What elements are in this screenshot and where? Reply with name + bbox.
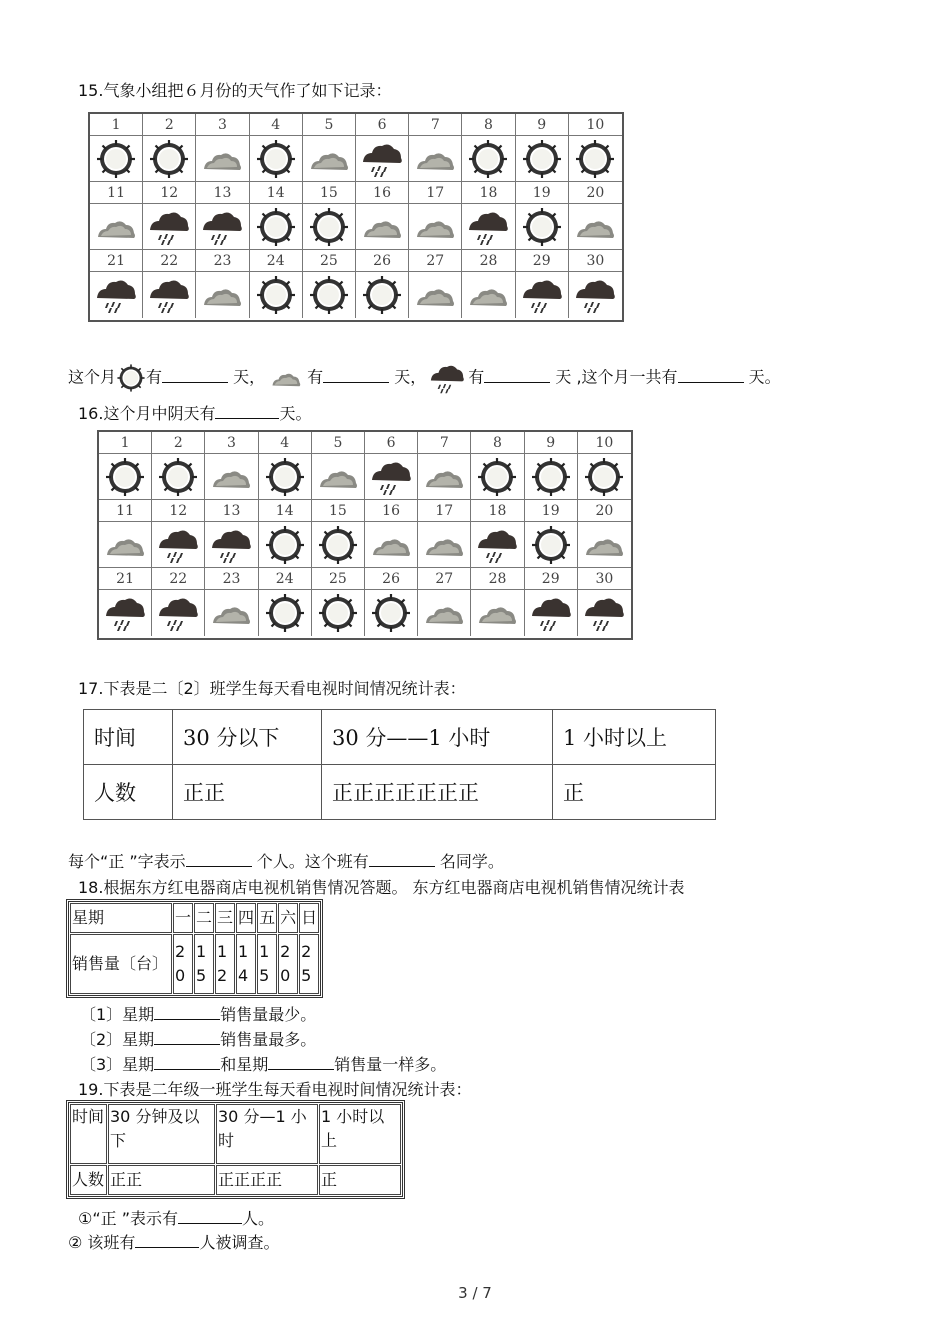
weather-cell bbox=[143, 272, 196, 318]
weather-cell bbox=[516, 136, 569, 182]
table-cell: 30 分以下 bbox=[173, 710, 322, 765]
weather-cell bbox=[196, 204, 249, 250]
table-cell bbox=[299, 934, 319, 994]
weather-cell bbox=[578, 454, 631, 500]
answer-blank-most-day[interactable] bbox=[154, 1030, 220, 1045]
rainy-icon bbox=[467, 207, 509, 247]
q15-text-1: 这个月 bbox=[68, 367, 117, 387]
q19-title: 19.下表是二年级一班学生每天看电视时间情况统计表： bbox=[78, 1080, 472, 1099]
day-number: 12 bbox=[143, 182, 196, 204]
answer-blank-equal-day-1[interactable] bbox=[154, 1055, 220, 1070]
day-number: 9 bbox=[525, 432, 578, 454]
weather-cell bbox=[365, 454, 418, 500]
cloudy-icon bbox=[414, 275, 456, 315]
day-number: 12 bbox=[152, 500, 205, 522]
q15-text-2: 有 bbox=[146, 367, 163, 387]
digit: 5 bbox=[196, 966, 207, 985]
day-number: 1 bbox=[99, 432, 152, 454]
day-number: 3 bbox=[205, 432, 258, 454]
day-number: 14 bbox=[250, 182, 303, 204]
day-number: 8 bbox=[462, 114, 515, 136]
day-number: 21 bbox=[90, 250, 143, 272]
sunny-icon bbox=[157, 457, 199, 497]
cell-line: 时 bbox=[218, 1131, 235, 1150]
sunny-icon bbox=[530, 457, 572, 497]
weather-cell bbox=[99, 590, 152, 636]
weather-cell bbox=[525, 590, 578, 636]
q19-text: 人。 bbox=[242, 1209, 275, 1228]
weather-cell bbox=[303, 272, 356, 318]
sunny-icon bbox=[574, 139, 616, 179]
rainy-icon bbox=[370, 457, 412, 497]
tv-time-table-q17 bbox=[83, 709, 716, 820]
day-number: 19 bbox=[525, 500, 578, 522]
tv-time-table-q19 bbox=[66, 1100, 405, 1199]
day-number: 13 bbox=[196, 182, 249, 204]
weather-cell bbox=[462, 204, 515, 250]
table-cell: 1 小时以上 bbox=[553, 710, 716, 765]
table-cell: 正正正正 bbox=[216, 1165, 318, 1195]
sunny-icon bbox=[264, 525, 306, 565]
digit: 5 bbox=[259, 966, 270, 985]
sunny-icon bbox=[255, 139, 297, 179]
cell-line: 下 bbox=[110, 1131, 127, 1150]
digit: 1 bbox=[238, 942, 249, 961]
day-number: 17 bbox=[409, 182, 462, 204]
day-number: 4 bbox=[250, 114, 303, 136]
cloudy-icon bbox=[95, 207, 137, 247]
sunny-icon bbox=[583, 457, 625, 497]
sunny-icon bbox=[308, 207, 350, 247]
q19-text: ② 该班有 bbox=[68, 1233, 136, 1252]
table-cell: 30 分——1 小时 bbox=[322, 710, 553, 765]
answer-blank-class-size[interactable] bbox=[369, 852, 435, 867]
q17-text-3: 名同学。 bbox=[439, 852, 504, 871]
day-number: 24 bbox=[259, 568, 312, 590]
day-number: 7 bbox=[418, 432, 471, 454]
q16-title bbox=[78, 401, 311, 424]
sunny-icon bbox=[521, 139, 563, 179]
day-number: 18 bbox=[462, 182, 515, 204]
q15-text-5: 天， bbox=[394, 367, 427, 387]
table-cell: 三 bbox=[215, 903, 235, 933]
sunny-icon bbox=[264, 593, 306, 633]
weather-cell bbox=[205, 590, 258, 636]
q18-text: 和星期 bbox=[220, 1055, 269, 1074]
rainy-icon bbox=[201, 207, 243, 247]
day-number: 13 bbox=[205, 500, 258, 522]
sunny-icon bbox=[530, 525, 572, 565]
day-number: 19 bbox=[516, 182, 569, 204]
table-row bbox=[70, 903, 319, 933]
weather-cell bbox=[525, 522, 578, 568]
q18-text: 〔3〕星期 bbox=[80, 1055, 155, 1074]
weather-cell bbox=[578, 590, 631, 636]
table-cell: 二 bbox=[194, 903, 214, 933]
rainy-icon bbox=[157, 525, 199, 565]
sunny-icon bbox=[95, 139, 137, 179]
cloudy-icon bbox=[414, 207, 456, 247]
table-cell: 销售量〔台〕 bbox=[70, 934, 172, 994]
day-number: 17 bbox=[418, 500, 471, 522]
q15-text-8: 天。 bbox=[748, 367, 781, 387]
q19-sub-2 bbox=[68, 1230, 279, 1253]
tv-sales-table-q18 bbox=[66, 899, 323, 998]
rainy-icon bbox=[574, 275, 616, 315]
cloudy-icon bbox=[583, 525, 625, 565]
weather-cell bbox=[99, 454, 152, 500]
rainy-icon bbox=[583, 593, 625, 633]
day-number: 2 bbox=[143, 114, 196, 136]
weather-cell bbox=[90, 204, 143, 250]
answer-blank-total-days[interactable] bbox=[678, 368, 744, 383]
q15-text-6: 有 bbox=[468, 367, 485, 387]
cloudy-icon bbox=[201, 139, 243, 179]
cloudy-icon bbox=[201, 275, 243, 315]
answer-blank-per-mark-q19[interactable] bbox=[178, 1209, 242, 1224]
day-number: 11 bbox=[99, 500, 152, 522]
weather-cell bbox=[471, 522, 524, 568]
rainy-icon bbox=[210, 525, 252, 565]
table-row bbox=[70, 1104, 401, 1164]
weather-grid-q16 bbox=[97, 430, 633, 640]
sunny-icon bbox=[361, 275, 403, 315]
table-cell bbox=[108, 1104, 215, 1164]
table-cell: 正正正正正正正 bbox=[322, 765, 553, 820]
day-number: 16 bbox=[356, 182, 409, 204]
q19-text: ①“正 ”表示有 bbox=[78, 1209, 179, 1228]
weather-cell bbox=[356, 272, 409, 318]
weather-cell bbox=[259, 454, 312, 500]
day-number: 28 bbox=[462, 250, 515, 272]
weather-cell bbox=[516, 272, 569, 318]
q18-text: 〔1〕星期 bbox=[80, 1005, 155, 1024]
answer-blank-equal-day-2[interactable] bbox=[268, 1055, 334, 1070]
cloudy-icon bbox=[423, 457, 465, 497]
weather-cell bbox=[569, 136, 622, 182]
weather-cell bbox=[471, 590, 524, 636]
sunny-icon bbox=[104, 457, 146, 497]
q17-text-1: 每个“正 ”字表示 bbox=[68, 852, 186, 871]
weather-cell bbox=[409, 272, 462, 318]
table-row bbox=[70, 1165, 401, 1195]
q18-title: 18.根据东方红电器商店电视机销售情况答题。 东方红电器商店电视机销售情况统计表 bbox=[78, 878, 685, 897]
sunny-icon bbox=[370, 593, 412, 633]
q17-title: 17.下表是二〔2〕班学生每天看电视时间情况统计表： bbox=[78, 679, 466, 698]
cloudy-icon bbox=[361, 207, 403, 247]
weather-cell bbox=[90, 136, 143, 182]
digit: 2 bbox=[301, 942, 312, 961]
weather-cell bbox=[152, 590, 205, 636]
weather-cell bbox=[409, 204, 462, 250]
sunny-icon bbox=[255, 275, 297, 315]
q15-text-4: 有 bbox=[307, 367, 324, 387]
cloudy-icon bbox=[210, 457, 252, 497]
day-number: 24 bbox=[250, 250, 303, 272]
answer-blank-least-day[interactable] bbox=[154, 1005, 220, 1020]
weather-cell bbox=[196, 272, 249, 318]
rainy-icon bbox=[148, 275, 190, 315]
page-number: 3 / 7 bbox=[458, 1284, 492, 1302]
day-number: 7 bbox=[409, 114, 462, 136]
weather-cell bbox=[152, 454, 205, 500]
sunny-icon bbox=[264, 457, 306, 497]
q18-text: 〔2〕星期 bbox=[80, 1030, 155, 1049]
answer-blank-cloudy-days[interactable] bbox=[323, 368, 389, 383]
answer-blank-overcast-days[interactable] bbox=[215, 404, 279, 419]
weather-cell bbox=[409, 136, 462, 182]
day-number: 30 bbox=[578, 568, 631, 590]
weather-cell bbox=[462, 136, 515, 182]
weather-cell bbox=[143, 204, 196, 250]
weather-cell bbox=[99, 522, 152, 568]
day-number: 6 bbox=[365, 432, 418, 454]
digit: 0 bbox=[175, 966, 186, 985]
cloudy-icon bbox=[265, 363, 307, 393]
table-cell: 正正 bbox=[173, 765, 322, 820]
digit: 0 bbox=[280, 966, 291, 985]
cloudy-icon bbox=[210, 593, 252, 633]
day-number: 8 bbox=[471, 432, 524, 454]
weather-cell bbox=[569, 272, 622, 318]
q18-sub-3 bbox=[80, 1052, 446, 1075]
cell-line: 30 分钟及以 bbox=[110, 1107, 200, 1126]
table-cell: 一 bbox=[173, 903, 193, 933]
weather-cell bbox=[90, 272, 143, 318]
table-cell: 正正 bbox=[108, 1165, 215, 1195]
rainy-icon bbox=[95, 275, 137, 315]
day-number: 30 bbox=[569, 250, 622, 272]
weather-cell bbox=[250, 272, 303, 318]
day-number: 25 bbox=[312, 568, 365, 590]
weather-cell bbox=[365, 522, 418, 568]
cloudy-icon bbox=[317, 457, 359, 497]
digit: 2 bbox=[217, 966, 228, 985]
day-number: 10 bbox=[569, 114, 622, 136]
day-number: 9 bbox=[516, 114, 569, 136]
table-cell bbox=[278, 934, 298, 994]
weather-cell bbox=[356, 204, 409, 250]
weather-cell bbox=[471, 454, 524, 500]
weather-cell bbox=[516, 204, 569, 250]
sunny-icon bbox=[521, 207, 563, 247]
rainy-icon bbox=[530, 593, 572, 633]
table-cell: 五 bbox=[257, 903, 277, 933]
table-cell bbox=[236, 934, 256, 994]
weather-grid-q15 bbox=[88, 112, 624, 322]
day-number: 29 bbox=[525, 568, 578, 590]
table-cell: 四 bbox=[236, 903, 256, 933]
cloudy-icon bbox=[423, 593, 465, 633]
weather-cell bbox=[312, 590, 365, 636]
weather-cell bbox=[303, 136, 356, 182]
table-cell: 时间 bbox=[84, 710, 173, 765]
day-number: 22 bbox=[143, 250, 196, 272]
weather-cell bbox=[365, 590, 418, 636]
weather-cell bbox=[152, 522, 205, 568]
table-cell: 人数 bbox=[70, 1165, 107, 1195]
q18-text: 销售量最多。 bbox=[220, 1030, 317, 1049]
sunny-icon bbox=[476, 457, 518, 497]
day-number: 5 bbox=[303, 114, 356, 136]
weather-cell bbox=[205, 522, 258, 568]
table-cell: 人数 bbox=[84, 765, 173, 820]
day-number: 6 bbox=[356, 114, 409, 136]
cloudy-icon bbox=[574, 207, 616, 247]
weather-cell bbox=[312, 454, 365, 500]
sunny-icon bbox=[308, 275, 350, 315]
day-number: 3 bbox=[196, 114, 249, 136]
cloudy-icon bbox=[423, 525, 465, 565]
table-cell bbox=[257, 934, 277, 994]
day-number: 5 bbox=[312, 432, 365, 454]
digit: 1 bbox=[217, 942, 228, 961]
table-cell bbox=[173, 934, 193, 994]
table-cell: 星期 bbox=[70, 903, 172, 933]
table-row bbox=[84, 710, 716, 765]
cloudy-icon bbox=[467, 275, 509, 315]
cloudy-icon bbox=[308, 139, 350, 179]
weather-cell bbox=[418, 522, 471, 568]
table-cell bbox=[216, 1104, 318, 1164]
day-number: 11 bbox=[90, 182, 143, 204]
q16-text-1: 16.这个月中阴天有 bbox=[78, 404, 216, 423]
weather-cell bbox=[569, 204, 622, 250]
digit: 5 bbox=[301, 966, 312, 985]
answer-blank-sunny-days[interactable] bbox=[162, 368, 228, 383]
digit: 1 bbox=[196, 942, 207, 961]
rainy-icon bbox=[104, 593, 146, 633]
table-cell: 正 bbox=[553, 765, 716, 820]
answer-blank-per-mark[interactable] bbox=[186, 852, 252, 867]
day-number: 20 bbox=[569, 182, 622, 204]
cloudy-icon bbox=[104, 525, 146, 565]
sunny-icon bbox=[116, 363, 146, 393]
table-cell bbox=[319, 1104, 401, 1164]
q18-text: 销售量最少。 bbox=[220, 1005, 317, 1024]
cell-line: 30 分—1 小 bbox=[218, 1107, 307, 1126]
weather-cell bbox=[205, 454, 258, 500]
q19-sub-1 bbox=[78, 1206, 274, 1229]
day-number: 2 bbox=[152, 432, 205, 454]
digit: 1 bbox=[259, 942, 270, 961]
rainy-icon bbox=[157, 593, 199, 633]
q15-text-7: 天 ,这个月一共有 bbox=[555, 367, 678, 387]
day-number: 1 bbox=[90, 114, 143, 136]
q17-question bbox=[68, 849, 504, 872]
sunny-icon bbox=[467, 139, 509, 179]
cell-line: 上 bbox=[321, 1131, 338, 1150]
sunny-icon bbox=[148, 139, 190, 179]
cell-line: 1 小时以 bbox=[321, 1107, 385, 1126]
day-number: 14 bbox=[259, 500, 312, 522]
day-number: 28 bbox=[471, 568, 524, 590]
digit: 4 bbox=[238, 966, 249, 985]
day-number: 20 bbox=[578, 500, 631, 522]
weather-cell bbox=[418, 454, 471, 500]
table-row bbox=[84, 765, 716, 820]
weather-cell bbox=[418, 590, 471, 636]
day-number: 21 bbox=[99, 568, 152, 590]
digit: 2 bbox=[280, 942, 291, 961]
cloudy-icon bbox=[370, 525, 412, 565]
sunny-icon bbox=[317, 525, 359, 565]
table-row bbox=[70, 934, 319, 994]
answer-blank-rainy-days[interactable] bbox=[484, 368, 550, 383]
rainy-icon bbox=[426, 361, 468, 395]
day-number: 18 bbox=[471, 500, 524, 522]
sunny-icon bbox=[317, 593, 359, 633]
table-cell: 时间 bbox=[70, 1104, 107, 1164]
answer-blank-surveyed[interactable] bbox=[135, 1233, 199, 1248]
day-number: 29 bbox=[516, 250, 569, 272]
weather-cell bbox=[312, 522, 365, 568]
weather-cell bbox=[303, 204, 356, 250]
cloudy-icon bbox=[476, 593, 518, 633]
q18-text: 销售量一样多。 bbox=[334, 1055, 447, 1074]
table-cell bbox=[194, 934, 214, 994]
rainy-icon bbox=[148, 207, 190, 247]
rainy-icon bbox=[476, 525, 518, 565]
weather-cell bbox=[196, 136, 249, 182]
q15-question bbox=[68, 361, 781, 395]
weather-cell bbox=[250, 136, 303, 182]
cloudy-icon bbox=[414, 139, 456, 179]
day-number: 26 bbox=[356, 250, 409, 272]
day-number: 25 bbox=[303, 250, 356, 272]
weather-cell bbox=[578, 522, 631, 568]
weather-cell bbox=[525, 454, 578, 500]
day-number: 26 bbox=[365, 568, 418, 590]
q18-sub-1 bbox=[80, 1002, 316, 1025]
rainy-icon bbox=[521, 275, 563, 315]
weather-cell bbox=[143, 136, 196, 182]
day-number: 15 bbox=[303, 182, 356, 204]
table-cell bbox=[215, 934, 235, 994]
day-number: 15 bbox=[312, 500, 365, 522]
q18-sub-2 bbox=[80, 1027, 316, 1050]
sunny-icon bbox=[255, 207, 297, 247]
table-cell: 六 bbox=[278, 903, 298, 933]
q19-text: 人被调查。 bbox=[199, 1233, 280, 1252]
day-number: 16 bbox=[365, 500, 418, 522]
day-number: 10 bbox=[578, 432, 631, 454]
day-number: 23 bbox=[205, 568, 258, 590]
day-number: 27 bbox=[418, 568, 471, 590]
digit: 2 bbox=[175, 942, 186, 961]
day-number: 23 bbox=[196, 250, 249, 272]
q17-text-2: 个人。这个班有 bbox=[256, 852, 369, 871]
weather-cell bbox=[462, 272, 515, 318]
day-number: 4 bbox=[259, 432, 312, 454]
table-cell: 日 bbox=[299, 903, 319, 933]
weather-cell bbox=[250, 204, 303, 250]
q16-text-2: 天。 bbox=[279, 404, 312, 423]
day-number: 22 bbox=[152, 568, 205, 590]
table-cell: 正 bbox=[319, 1165, 401, 1195]
weather-cell bbox=[356, 136, 409, 182]
weather-cell bbox=[259, 522, 312, 568]
day-number: 27 bbox=[409, 250, 462, 272]
weather-cell bbox=[259, 590, 312, 636]
q15-text-3: 天， bbox=[233, 367, 266, 387]
rainy-icon bbox=[361, 139, 403, 179]
q15-title: 15.气象小组把６月份的天气作了如下记录： bbox=[78, 81, 392, 100]
